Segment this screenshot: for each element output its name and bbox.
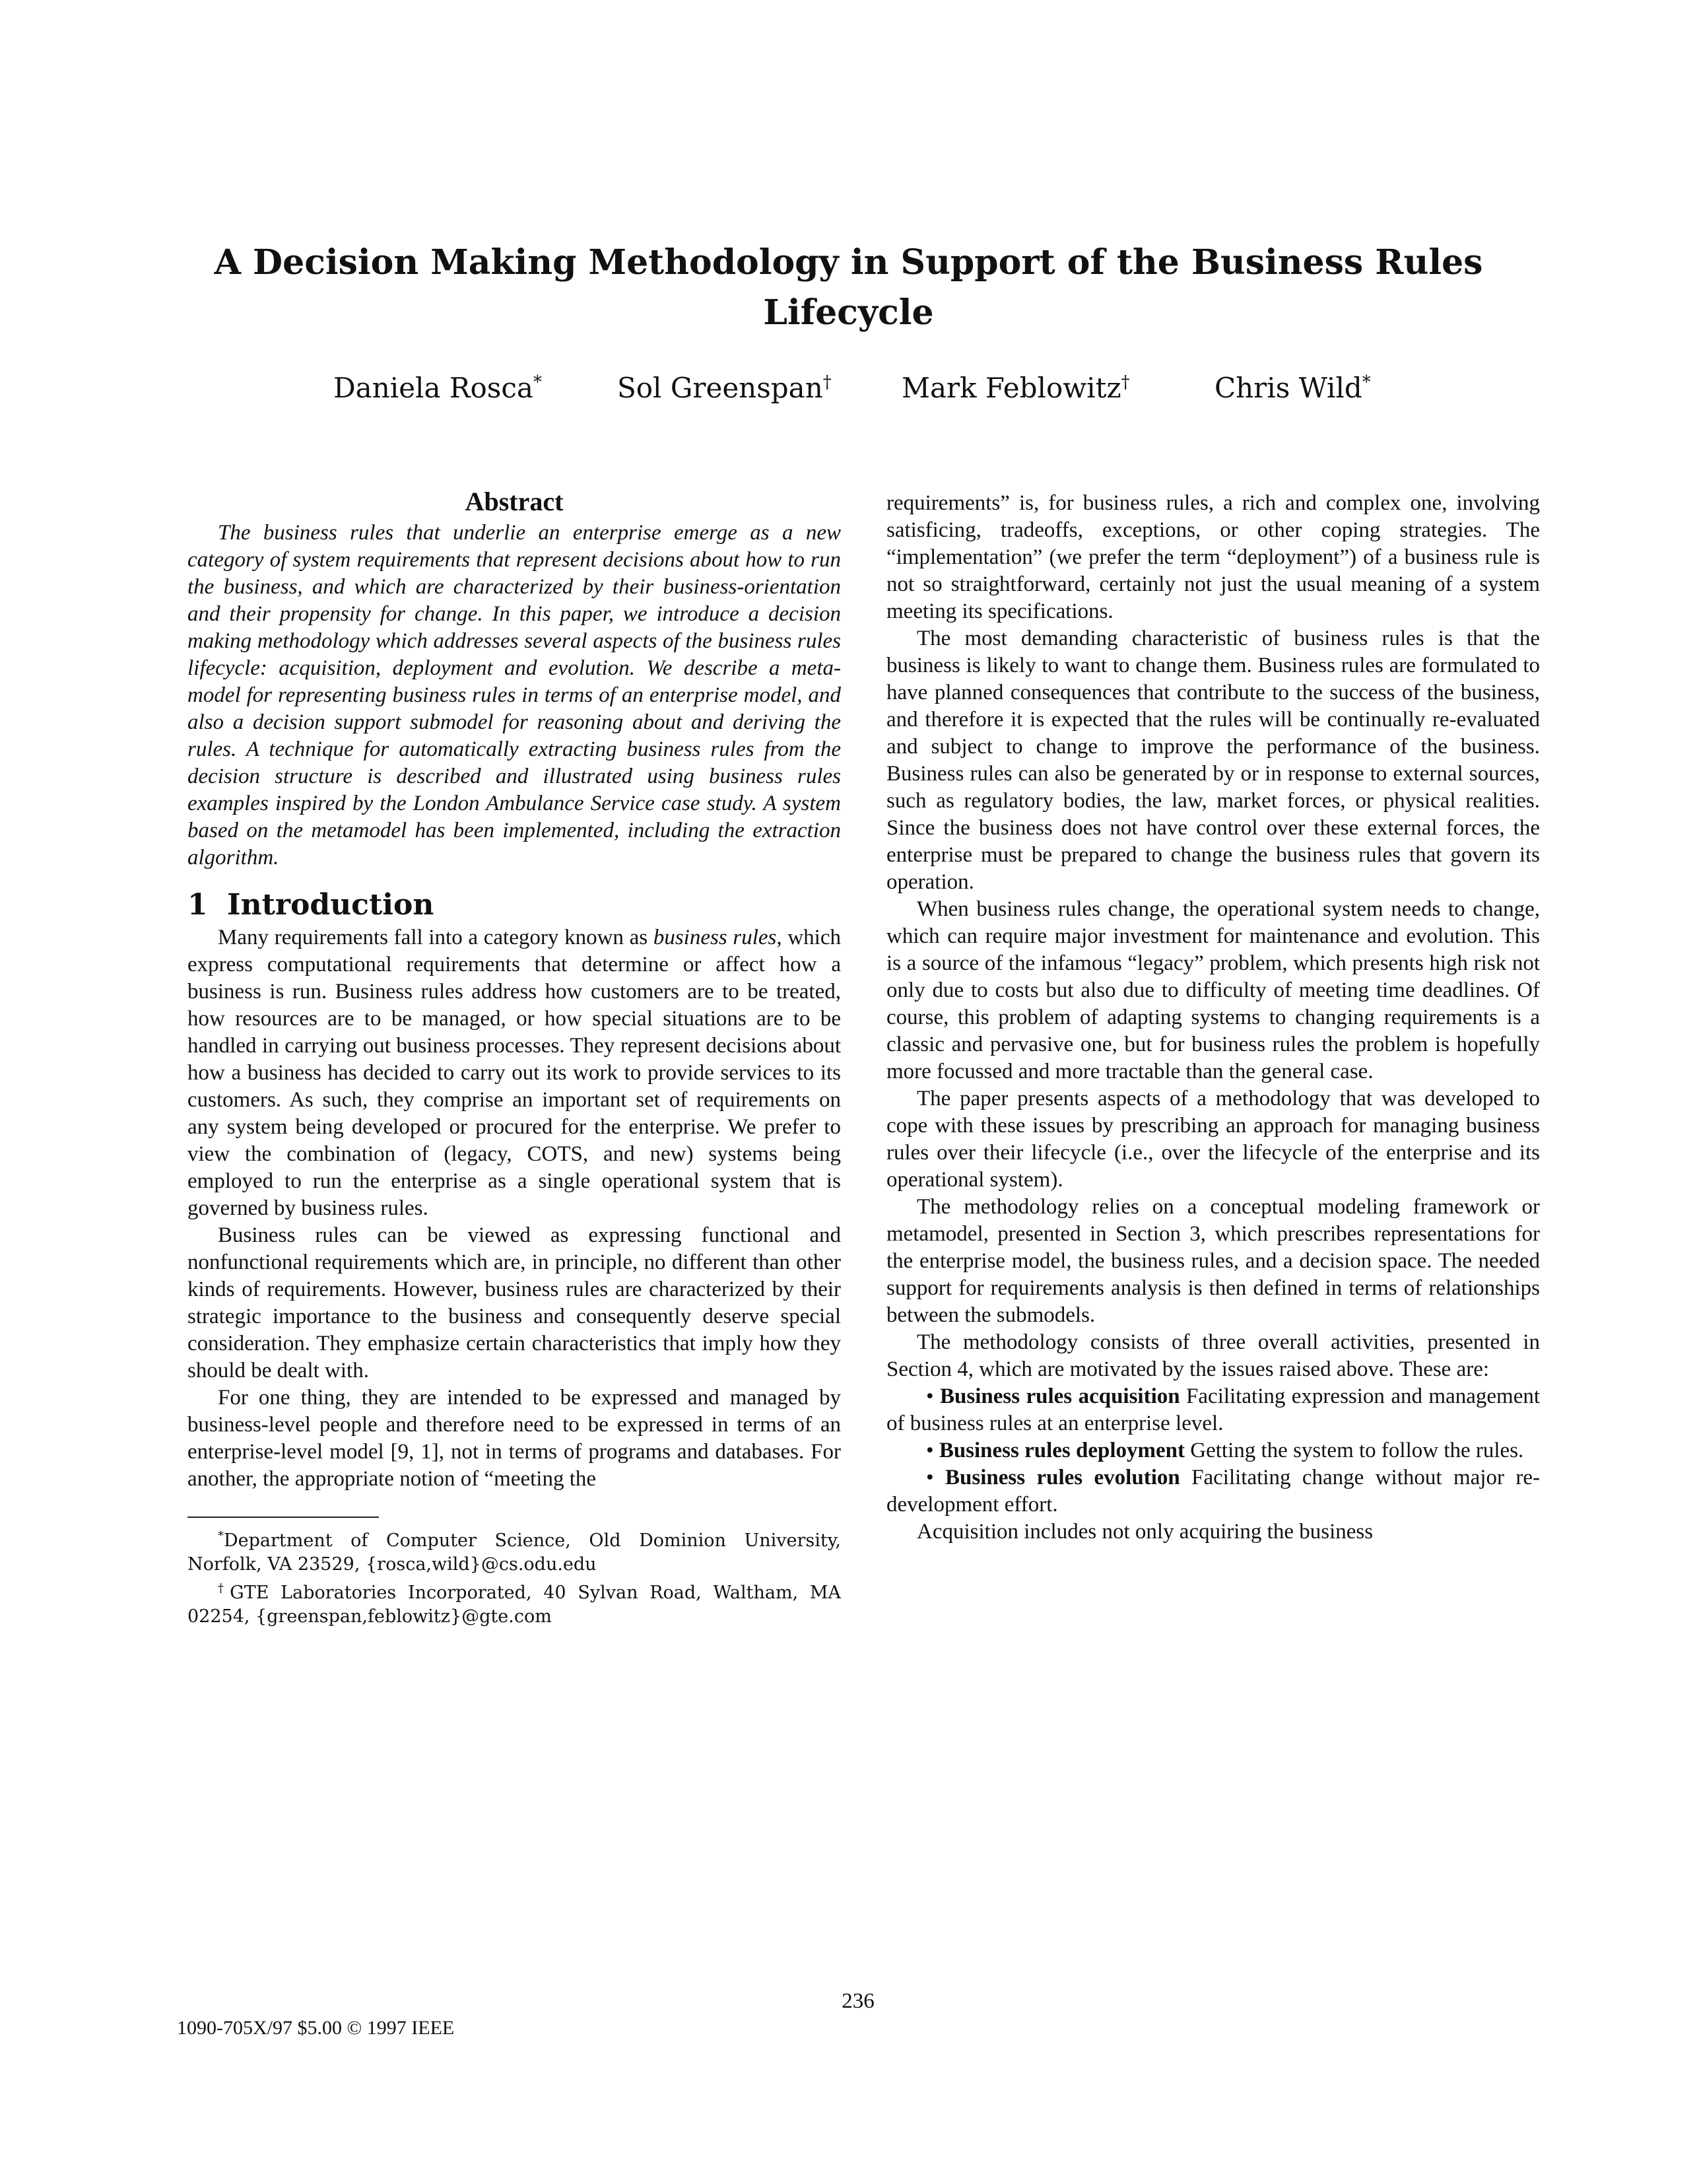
- bullet-icon: •: [926, 1466, 934, 1489]
- author-mark: †: [822, 372, 832, 392]
- author-mark: *: [533, 372, 542, 392]
- abstract-text: The business rules that underlie an enterprise emerge as a new category of system requirements that represent decisions about how to run the business, and which are characterized by their business-orientation and their propensity for change. In this paper, we introduce a decision making methodology which addresses several aspects of the business rules lifecycle: acquisition, deployment and evolution. We describe a meta-model for representing business rules in terms of an enterprise model, and also a decision support submodel for reasoning about and deriving the rules. A technique for automatically extracting business rules from the decision structure is described and illustrated using business rules examples inspired by the London Ambulance Service case study. A system based on the metamodel has been implemented, including the extraction algorithm.: [187, 521, 841, 870]
- author-feblowitz: [902, 372, 1130, 404]
- author-name: Daniela Rosca: [333, 372, 533, 404]
- footnote-gte: †GTE Laboratories Incorporated, 40 Sylvan Road, Waltham, MA 02254, {greenspan,feblowitz}@gte.com: [187, 1581, 842, 1627]
- author-rosca: [333, 372, 542, 404]
- section-title: Introduction: [227, 888, 434, 922]
- footnote-divider: [187, 1517, 379, 1518]
- body-paragraph-continued: requirements” is, for business rules, a rich and complex one, involving satisficing, tradeoffs, exceptions, or other coping strategies. The “implementation” (we prefer the term “deployment”) of a business rule is not so straightforward, certainly not just the usual meaning of a system meeting its specifications.: [886, 491, 1540, 623]
- section-number: 1: [187, 888, 208, 922]
- author-name: Sol Greenspan: [617, 372, 823, 404]
- author-list: [0, 372, 1697, 418]
- copyright-footer: 1090-705X/97 $5.00 © 1997 IEEE: [177, 2017, 455, 2039]
- bullet-icon: •: [926, 1384, 934, 1408]
- bullet-heading: Business rules acquisition: [940, 1384, 1180, 1408]
- bullet-heading: Business rules deployment: [939, 1439, 1185, 1462]
- left-column: [187, 485, 841, 1629]
- section-heading-introduction: [187, 886, 841, 924]
- author-name: Chris Wild: [1215, 372, 1362, 404]
- bullet-heading: Business rules evolution: [945, 1466, 1180, 1489]
- author-mark: *: [1362, 372, 1371, 392]
- page-number: 236: [842, 1989, 875, 2013]
- emphasis-business-rules: business rules: [653, 926, 777, 949]
- abstract-heading: Abstract: [465, 487, 564, 516]
- paper-title: A Decision Making Methodology in Support of the Business Rules Lifecycle: [214, 242, 1483, 333]
- bullet-evolution: • Business rules evolution Facilitating change without major re-development effort.: [886, 1466, 1540, 1517]
- body-paragraph-consists: The methodology consists of three overall activities, presented in Section 4, which are motivated by the issues raised above. These are:: [886, 1330, 1540, 1381]
- intro-paragraph-2: Business rules can be viewed as expressing functional and nonfunctional requirements which are, in principle, no different than other kinds of requirements. However, business rules are characterized by their strategic importance to the business and consequently deserve special consideration. They emphasize certain characteristics that imply how they should be dealt with.: [187, 1223, 841, 1382]
- intro-paragraph-3: For one thing, they are intended to be expressed and managed by business-level people and therefore need to be expressed in terms of an enterprise-level model [9, 1], not in terms of programs and databases. For another, the appropriate notion of “meeting the: [187, 1386, 841, 1491]
- footnote-odu: *Department of Computer Science, Old Dominion University, Norfolk, VA 23529, {rosca,wild}@cs.odu.edu: [187, 1529, 841, 1575]
- body-paragraph-demanding: The most demanding characteristic of business rules is that the business is likely to want to change them. Business rules are formulated to have planned consequences that contribute to the success of the business, and therefore it is expected that the rules will be continually re-evaluated and subject to change to improve the performance of the business. Business rules can also be generated by or in response to external sources, such as regulatory bodies, the law, market forces, or physical realities. Since the business does not have control over these external forces, the enterprise must be prepared to change the business rules that govern its operation.: [886, 627, 1540, 894]
- footnote-mark: *: [218, 1529, 224, 1543]
- body-paragraph-change: When business rules change, the operational system needs to change, which can require major investment for maintenance and evolution. This is a source of the infamous “legacy” problem, which presents high risk not only due to costs but also due to difficulty of meeting time deadlines. Of course, this problem of adapting systems to changing requirements is a classic and pervasive one, but for business rules the problem is hopefully more focussed and more tractable than the general case.: [886, 897, 1540, 1083]
- author-greenspan: [617, 372, 832, 404]
- bullet-deployment: • Business rules deployment Getting the system to follow the rules.: [926, 1439, 1524, 1462]
- intro-paragraph-1: Many requirements fall into a category known as business rules, which express computational requirements that determine or affect how a business is run. Business rules address how customers are to be treated, how resources are to be managed, or how special situations are to be handled in carrying out business processes. They represent decisions about how a business has decided to carry out its work to provide services to its customers. As such, they comprise an important set of requirements on any system being developed or procured for the enterprise. We prefer to view the combination of (legacy, COTS, and new) systems being employed to run the enterprise as a single operational system that is governed by business rules.: [187, 926, 841, 1220]
- author-mark: †: [1121, 372, 1130, 392]
- body-paragraph-acquisition: Acquisition includes not only acquiring the business: [917, 1520, 1374, 1544]
- footnote-mark: †: [218, 1581, 230, 1595]
- author-wild: [1215, 372, 1371, 404]
- right-column: [886, 490, 1540, 1546]
- author-name: Mark Feblowitz: [902, 372, 1121, 404]
- body-paragraph-paper: The paper presents aspects of a methodology that was developed to cope with these issues by prescribing an approach for managing business rules over their lifecycle (i.e., over the lifecycle of the enterprise and its operational system).: [886, 1087, 1540, 1192]
- bullet-acquisition: • Business rules acquisition Facilitating expression and management of business rules at an enterprise level.: [886, 1384, 1541, 1435]
- body-paragraph-relies: The methodology relies on a conceptual modeling framework or metamodel, presented in Section 3, which prescribes representations for the enterprise model, the business rules, and a decision space. The needed support for requirements analysis is then defined in terms of relationships between the submodels.: [886, 1195, 1540, 1327]
- bullet-icon: •: [926, 1439, 934, 1462]
